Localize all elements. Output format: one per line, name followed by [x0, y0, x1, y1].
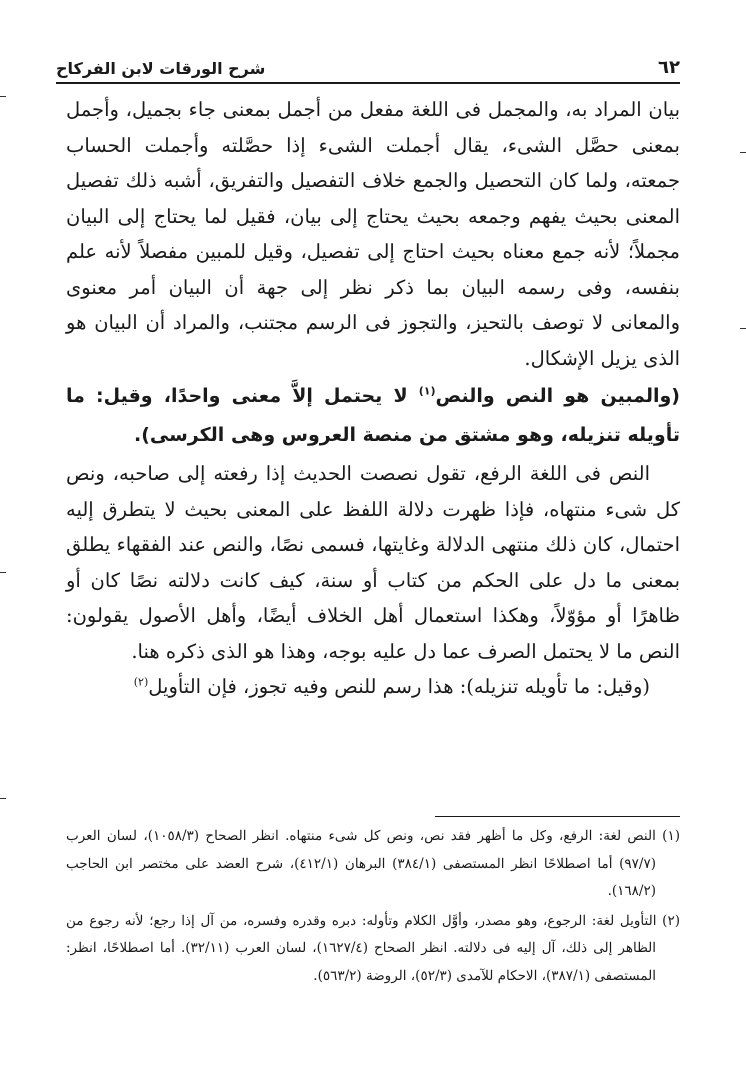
footnote-2: (٢) التأويل لغة: الرجوع، وهو مصدر، وأوَّل الكلام وتأوله: دبره وقدره وفسره، من آل إذا رجع؛ لأنه رجوع من الظاهر إلى ذلك، آل إليه فى دلالته. انظر الصحاح (١٦٢٧/٤)، لسان العرب (٣٢/١١). أما اصطلاحًا، انظر: المستصفى (٣٨٧/١)، الاحكام للآمدى (٥٢/٣)، الروضة (٥٦٣/٢).	[66, 912, 680, 984]
footnote-ref-1[interactable]: (١)	[418, 384, 436, 398]
paragraph-2-matn	[66, 377, 680, 455]
paragraph-1: بيان المراد به، والمجمل فى اللغة مفعل من أجمل بمعنى جاء بجميل، وأجمل بمعنى حصَّل الشىء، يقال أجملت الشىء إذا حصَّلته وأجملت الحساب جمعته، ولما كان التحصيل والجمع خلاف التفصيل والتفريق، أشبه ذلك تفصيل المعنى بحيث يفهم وجمعه بحيث يحتاج إلى بيان، فقيل لما يحتاج إلى البيان مجملاً؛ لأنه جمع معناه بحيث احتاج إلى تفصيل، وقيل للمبين مفصلاً لأنه علم بنفسه، وفى رسمه البيان بما ذكر نظر إلى جهة أن البيان أمر معنوى والمعانى لا توصف بالتحيز، والتجوز فى الرسم مجتنب، والمراد أن البيان هو الذى يزيل الإشكال.	[66, 98, 680, 370]
scan-margin-mark	[0, 96, 6, 97]
scan-margin-mark	[0, 798, 6, 799]
footnote-ref-2[interactable]: (٢)	[133, 675, 149, 689]
scan-margin-mark	[0, 572, 6, 573]
matn-text-end: لا يحتمل إلاَّ معنى واحدًا، وقيل: ما تأويله تنزيله، وهو مشتق من منصة العروس وهى الكرسى).	[66, 385, 680, 446]
scan-margin-mark	[740, 328, 746, 329]
footnotes-section	[66, 816, 680, 992]
matn-text-start: (والمبين هو النص والنص	[435, 385, 680, 407]
running-title: شرح الورقات لابن الفركاح	[56, 59, 266, 78]
scan-margin-mark	[740, 152, 746, 153]
paragraph-3: النص فى اللغة الرفع، تقول نصصت الحديث إذا رفعته إلى صاحبه، ونص كل شىء منتهاه، فإذا ظهرت دلالة اللفظ على المعنى بحيث لا يتطرق إليه احتمال، كان ذلك منتهى الدلالة وغايتها، فسمى نصًا، والنص عند الفقهاء يطلق بمعنى ما دل على الحكم من كتاب أو سنة، كيف كانت دلالته نصًا كان أو ظاهرًا أو مؤوّلاً، وهكذا استعمال أهل الخلاف أيضًا، وأهل الأصول يقولون: النص ما لا يحتمل الصرف عما دل عليه بوجه، وهذا هو الذى ذكره هنا.	[66, 462, 680, 663]
footnote-1: (١) النص لغة: الرفع، وكل ما أظهر فقد نص، ونص كل شىء منتهاه. انظر الصحاح (١٠٥٨/٣)، لسان العرب (٩٧/٧) أما اصطلاحًا انظر المستصفى (٣٨٤/١) البرهان (٤١٢/١)، شرح العضد على مختصر ابن الحاجب (١٦٨/٢).	[66, 828, 680, 899]
paragraph-4-text: (وقيل: ما تأويله تنزيله): هذا رسم للنص وفيه تجوز، فإن التأويل	[148, 675, 650, 698]
footnote-divider	[435, 816, 680, 817]
paragraph-4	[66, 669, 680, 705]
page-header	[56, 48, 680, 84]
main-text	[66, 92, 680, 705]
page-number: ٦٢	[658, 57, 680, 78]
